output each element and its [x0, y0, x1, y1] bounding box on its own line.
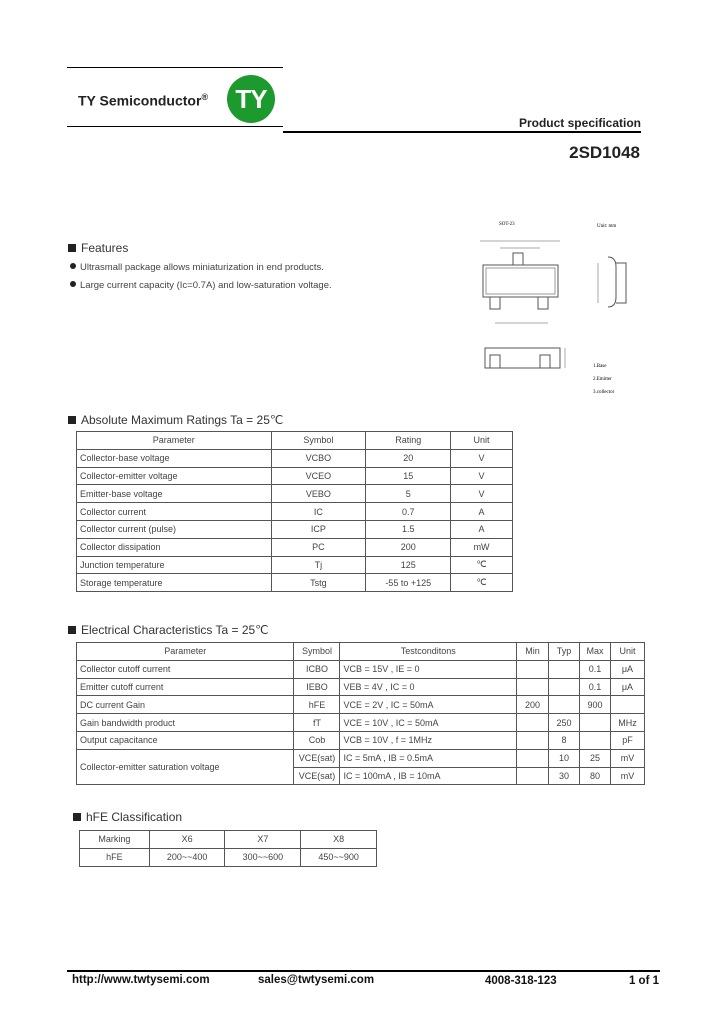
feature-item — [70, 262, 324, 273]
table-row — [77, 485, 513, 503]
page-number: 1 of 1 — [628, 975, 659, 987]
table-row — [77, 467, 513, 485]
company-logo — [227, 75, 275, 123]
package-outline-drawing — [470, 213, 650, 398]
column-header: Parameter — [77, 432, 272, 450]
param-cell: Storage temperature — [77, 574, 272, 592]
column-header: Unit — [451, 432, 513, 450]
feature-text: Large current capacity (Ic=0.7A) and low-saturation voltage. — [80, 280, 332, 291]
column-header: Marking — [80, 831, 150, 849]
typ-cell: 30 — [549, 767, 580, 785]
pin-label: 1.Base — [593, 364, 607, 369]
condition-cell: VCB = 15V , IE = 0 — [340, 660, 517, 678]
hfe-classification-table — [79, 830, 377, 867]
table-header-row — [80, 831, 377, 849]
min-cell: 200 — [517, 696, 549, 714]
table-row — [77, 696, 645, 714]
logo-text: TY — [235, 83, 267, 114]
param-cell: Gain bandwidth product — [77, 714, 294, 732]
rating-cell: 0.7 — [366, 503, 451, 521]
symbol-cell: Cob — [294, 731, 340, 749]
unit-cell — [610, 696, 644, 714]
feature-text: Ultrasmall package allows miniaturization in end products. — [80, 262, 324, 273]
unit-label: Unit: mm — [597, 224, 617, 229]
table-row — [77, 660, 645, 678]
brand-text: TY Semiconductor — [78, 92, 202, 109]
abs-max-title: Absolute Maximum Ratings Ta = 25℃ — [81, 413, 284, 427]
symbol-cell: VCE(sat) — [294, 749, 340, 767]
footer-email-link[interactable]: sales@twtysemi.com — [258, 974, 375, 986]
rating-cell: 200 — [366, 538, 451, 556]
package-name-label: SOT-23 — [499, 222, 515, 227]
param-cell: DC current Gain — [77, 696, 294, 714]
symbol-cell: VEBO — [271, 485, 366, 503]
brand-name — [78, 92, 208, 109]
condition-cell: VCE = 10V , IC = 50mA — [340, 714, 517, 732]
footer-phone: 4008-318-123 — [485, 975, 557, 987]
condition-cell: VEB = 4V , IC = 0 — [340, 678, 517, 696]
header-bottom-rule — [67, 126, 283, 127]
column-header: Testconditons — [340, 643, 517, 661]
param-cell: Collector-emitter voltage — [77, 467, 272, 485]
hfe-title: hFE Classification — [86, 810, 183, 824]
max-cell: 900 — [580, 696, 611, 714]
hfe-label-cell: hFE — [80, 848, 150, 866]
rating-cell: 1.5 — [366, 520, 451, 538]
typ-cell — [549, 696, 580, 714]
unit-cell: A — [451, 520, 513, 538]
unit-cell: A — [451, 503, 513, 521]
max-cell — [580, 731, 611, 749]
table-row — [77, 678, 645, 696]
column-header: Parameter — [77, 643, 294, 661]
rating-cell: 125 — [366, 556, 451, 574]
registered-mark: ® — [201, 92, 209, 102]
min-cell — [517, 749, 549, 767]
max-cell: 80 — [580, 767, 611, 785]
hfe-range-cell: 300~~600 — [225, 848, 301, 866]
footer-rule — [67, 970, 660, 972]
header-main-rule — [283, 131, 641, 133]
param-cell: Junction temperature — [77, 556, 272, 574]
column-header: Symbol — [271, 432, 366, 450]
part-number: 2SD1048 — [569, 143, 640, 162]
hfe-range-cell: 200~~400 — [149, 848, 225, 866]
table-row — [77, 714, 645, 732]
param-cell: Collector cutoff current — [77, 660, 294, 678]
max-cell — [580, 714, 611, 732]
electrical-characteristics-table — [76, 642, 645, 785]
param-cell: Emitter cutoff current — [77, 678, 294, 696]
bullet-icon — [70, 263, 76, 269]
symbol-cell: VCE(sat) — [294, 767, 340, 785]
param-cell: Output capacitance — [77, 731, 294, 749]
unit-cell: ℃ — [451, 574, 513, 592]
table-row — [77, 574, 513, 592]
table-row — [77, 503, 513, 521]
param-cell: Collector-base voltage — [77, 449, 272, 467]
param-cell: Collector current (pulse) — [77, 520, 272, 538]
typ-cell: 8 — [549, 731, 580, 749]
rating-cell: 15 — [366, 467, 451, 485]
feature-item — [70, 280, 332, 291]
symbol-cell: fT — [294, 714, 340, 732]
column-header: Rating — [366, 432, 451, 450]
square-bullet-icon — [68, 416, 76, 424]
column-header: Unit — [610, 643, 644, 661]
square-bullet-icon — [68, 244, 76, 252]
table-row — [77, 520, 513, 538]
symbol-cell: hFE — [294, 696, 340, 714]
min-cell — [517, 714, 549, 732]
hfe-heading — [73, 810, 182, 824]
column-header: X7 — [225, 831, 301, 849]
table-header-row — [77, 432, 513, 450]
symbol-cell: IC — [271, 503, 366, 521]
rating-cell: 20 — [366, 449, 451, 467]
bullet-icon — [70, 281, 76, 287]
param-cell: Emitter-base voltage — [77, 485, 272, 503]
features-heading — [68, 241, 128, 255]
table-row — [77, 556, 513, 574]
abs-max-table — [76, 431, 513, 592]
table-row — [80, 848, 377, 866]
condition-cell: IC = 100mA , IB = 10mA — [340, 767, 517, 785]
typ-cell: 10 — [549, 749, 580, 767]
rating-cell: 5 — [366, 485, 451, 503]
symbol-cell: ICBO — [294, 660, 340, 678]
symbol-cell: Tstg — [271, 574, 366, 592]
features-title: Features — [81, 241, 129, 255]
table-row — [77, 749, 645, 767]
table-row — [77, 449, 513, 467]
hfe-range-cell: 450~~900 — [301, 848, 377, 866]
unit-cell: mV — [610, 749, 644, 767]
unit-cell: V — [451, 449, 513, 467]
typ-cell — [549, 678, 580, 696]
min-cell — [517, 678, 549, 696]
symbol-cell: VCEO — [271, 467, 366, 485]
symbol-cell: IEBO — [294, 678, 340, 696]
column-header: Typ — [549, 643, 580, 661]
column-header: Symbol — [294, 643, 340, 661]
unit-cell: ℃ — [451, 556, 513, 574]
unit-cell: μA — [610, 660, 644, 678]
pin-label: 2.Emitter — [593, 377, 612, 382]
symbol-cell: PC — [271, 538, 366, 556]
header-top-rule — [67, 67, 283, 68]
unit-cell: pF — [610, 731, 644, 749]
column-header: Min — [517, 643, 549, 661]
min-cell — [517, 767, 549, 785]
max-cell: 25 — [580, 749, 611, 767]
unit-cell: V — [451, 467, 513, 485]
condition-cell: VCE = 2V , IC = 50mA — [340, 696, 517, 714]
table-header-row — [77, 643, 645, 661]
condition-cell: IC = 5mA , IB = 0.5mA — [340, 749, 517, 767]
max-cell: 0.1 — [580, 678, 611, 696]
table-row — [77, 538, 513, 556]
unit-cell: MHz — [610, 714, 644, 732]
symbol-cell: VCBO — [271, 449, 366, 467]
unit-cell: mV — [610, 767, 644, 785]
symbol-cell: ICP — [271, 520, 366, 538]
column-header: X6 — [149, 831, 225, 849]
square-bullet-icon — [68, 626, 76, 634]
condition-cell: VCB = 10V , f = 1MHz — [340, 731, 517, 749]
typ-cell — [549, 660, 580, 678]
param-cell: Collector dissipation — [77, 538, 272, 556]
rating-cell: -55 to +125 — [366, 574, 451, 592]
min-cell — [517, 731, 549, 749]
column-header: X8 — [301, 831, 377, 849]
unit-cell: μA — [610, 678, 644, 696]
unit-cell: mW — [451, 538, 513, 556]
max-cell: 0.1 — [580, 660, 611, 678]
elec-title: Electrical Characteristics Ta = 25℃ — [81, 623, 269, 637]
table-row — [77, 731, 645, 749]
product-specification-label: Product specification — [518, 116, 641, 130]
footer-website-link[interactable]: http://www.twtysemi.com — [72, 974, 210, 986]
typ-cell: 250 — [549, 714, 580, 732]
column-header: Max — [580, 643, 611, 661]
unit-cell: V — [451, 485, 513, 503]
abs-max-heading — [68, 413, 283, 427]
symbol-cell: Tj — [271, 556, 366, 574]
param-cell: Collector current — [77, 503, 272, 521]
pin-label: 3.collector — [593, 390, 615, 395]
square-bullet-icon — [73, 813, 81, 821]
elec-heading — [68, 623, 269, 637]
min-cell — [517, 660, 549, 678]
param-cell: Collector-emitter saturation voltage — [77, 749, 294, 785]
